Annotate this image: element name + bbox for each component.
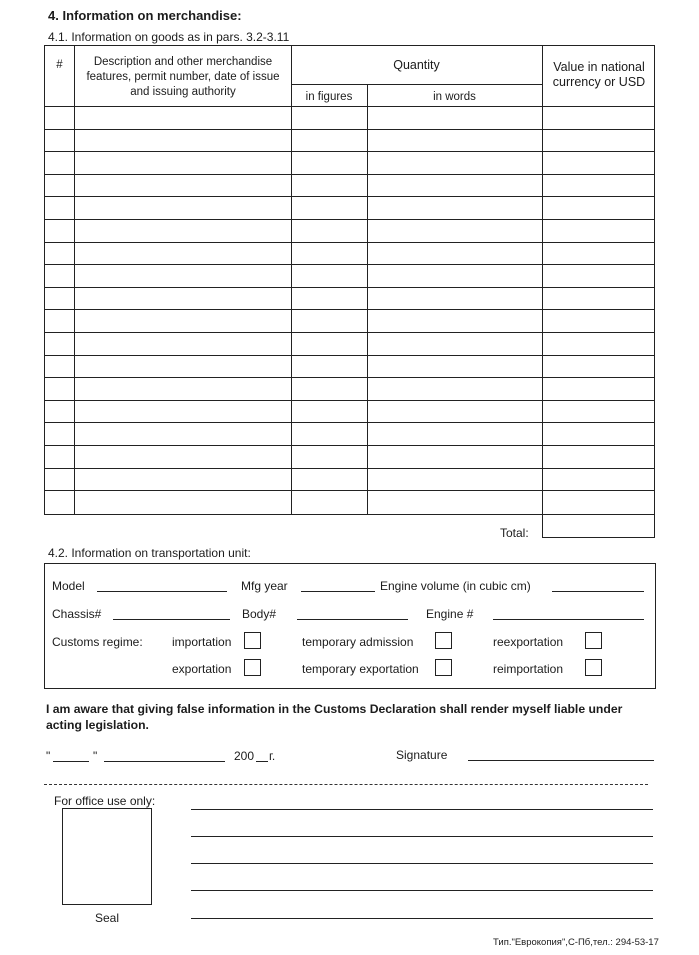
date-year-field[interactable] [256, 761, 268, 762]
section-title: 4. Information on merchandise: [48, 8, 242, 23]
engine-volume-label: Engine volume (in cubic cm) [380, 579, 531, 593]
office-line[interactable] [191, 918, 653, 919]
table-row[interactable] [45, 129, 654, 130]
office-line[interactable] [191, 836, 653, 837]
header-in-figures: in figures [305, 91, 353, 103]
seal-label: Seal [95, 911, 120, 925]
office-line[interactable] [191, 890, 653, 891]
table-row[interactable] [45, 174, 654, 175]
importation-checkbox[interactable] [244, 632, 261, 649]
table-row[interactable] [45, 106, 654, 107]
reexportation-label: reexportation [493, 635, 564, 649]
table-row[interactable] [45, 490, 654, 491]
seal-box [62, 808, 152, 905]
total-label: Total: [500, 526, 529, 540]
office-line[interactable] [191, 809, 653, 810]
chassis-label: Chassis# [52, 607, 102, 621]
table-row[interactable] [45, 196, 654, 197]
table-row[interactable] [45, 287, 654, 288]
goods-subtitle: 4.1. Information on goods as in pars. 3.2-3.11 [48, 30, 290, 44]
engine-no-field[interactable] [493, 619, 644, 620]
date-close-quote: " [93, 749, 98, 763]
header-value: Value in national currency or USD [552, 60, 646, 89]
signature-field[interactable] [468, 760, 654, 761]
body-label: Body# [242, 607, 277, 621]
reexportation-checkbox[interactable] [585, 632, 602, 649]
quantity-subheader-divider [291, 84, 542, 85]
col-divider [291, 46, 292, 514]
transport-subtitle: 4.2. Information on transportation unit: [48, 546, 251, 560]
mfg-year-field[interactable] [301, 591, 375, 592]
temporary-admission-checkbox[interactable] [435, 632, 452, 649]
table-row[interactable] [45, 242, 654, 243]
table-row[interactable] [45, 309, 654, 310]
mfg-year-label: Mfg year [241, 579, 288, 593]
liability-declaration: I am aware that giving false information in the Customs Declaration shall render myself liable under acting legislation. [46, 702, 623, 732]
table-row[interactable] [45, 219, 654, 220]
customs-regime-label: Customs regime: [52, 635, 143, 649]
model-field[interactable] [97, 591, 227, 592]
temporary-admission-label: temporary admission [302, 635, 414, 649]
engine-no-label: Engine # [426, 607, 474, 621]
chassis-field[interactable] [113, 619, 230, 620]
temporary-exportation-checkbox[interactable] [435, 659, 452, 676]
reimportation-checkbox[interactable] [585, 659, 602, 676]
table-row[interactable] [45, 332, 654, 333]
model-label: Model [52, 579, 85, 593]
exportation-checkbox[interactable] [244, 659, 261, 676]
header-num: # [56, 59, 63, 71]
table-row[interactable] [45, 400, 654, 401]
table-row[interactable] [45, 468, 654, 469]
date-open-quote: " [46, 749, 51, 763]
col-divider [367, 84, 368, 514]
table-row[interactable] [45, 377, 654, 378]
signature-label: Signature [396, 748, 448, 762]
cut-line [44, 784, 648, 785]
col-divider [542, 46, 543, 514]
col-divider [74, 46, 75, 514]
header-in-words: in words [433, 91, 476, 103]
printer-imprint: Тип."Еврокопия",С-Пб,тел.: 294-53-17 [493, 937, 659, 948]
date-year-prefix: 200 [234, 749, 255, 763]
table-row[interactable] [45, 264, 654, 265]
header-description: Description and other merchandise features, permit number, date of issue and issuing authority [86, 56, 280, 98]
table-row[interactable] [45, 445, 654, 446]
engine-volume-field[interactable] [552, 591, 644, 592]
office-use-label: For office use only: [54, 794, 156, 808]
office-line[interactable] [191, 863, 653, 864]
body-field[interactable] [297, 619, 408, 620]
goods-table [44, 45, 655, 515]
table-row[interactable] [45, 151, 654, 152]
exportation-label: exportation [172, 662, 232, 676]
table-row[interactable] [45, 355, 654, 356]
temporary-exportation-label: temporary exportation [302, 662, 419, 676]
date-month-field[interactable] [104, 761, 225, 762]
table-row[interactable] [45, 422, 654, 423]
header-quantity: Quantity [393, 58, 440, 72]
reimportation-label: reimportation [493, 662, 564, 676]
importation-label: importation [172, 635, 232, 649]
date-year-suffix: г. [269, 749, 276, 763]
transport-box [44, 563, 656, 689]
total-field[interactable] [542, 515, 655, 538]
date-day-field[interactable] [53, 761, 89, 762]
